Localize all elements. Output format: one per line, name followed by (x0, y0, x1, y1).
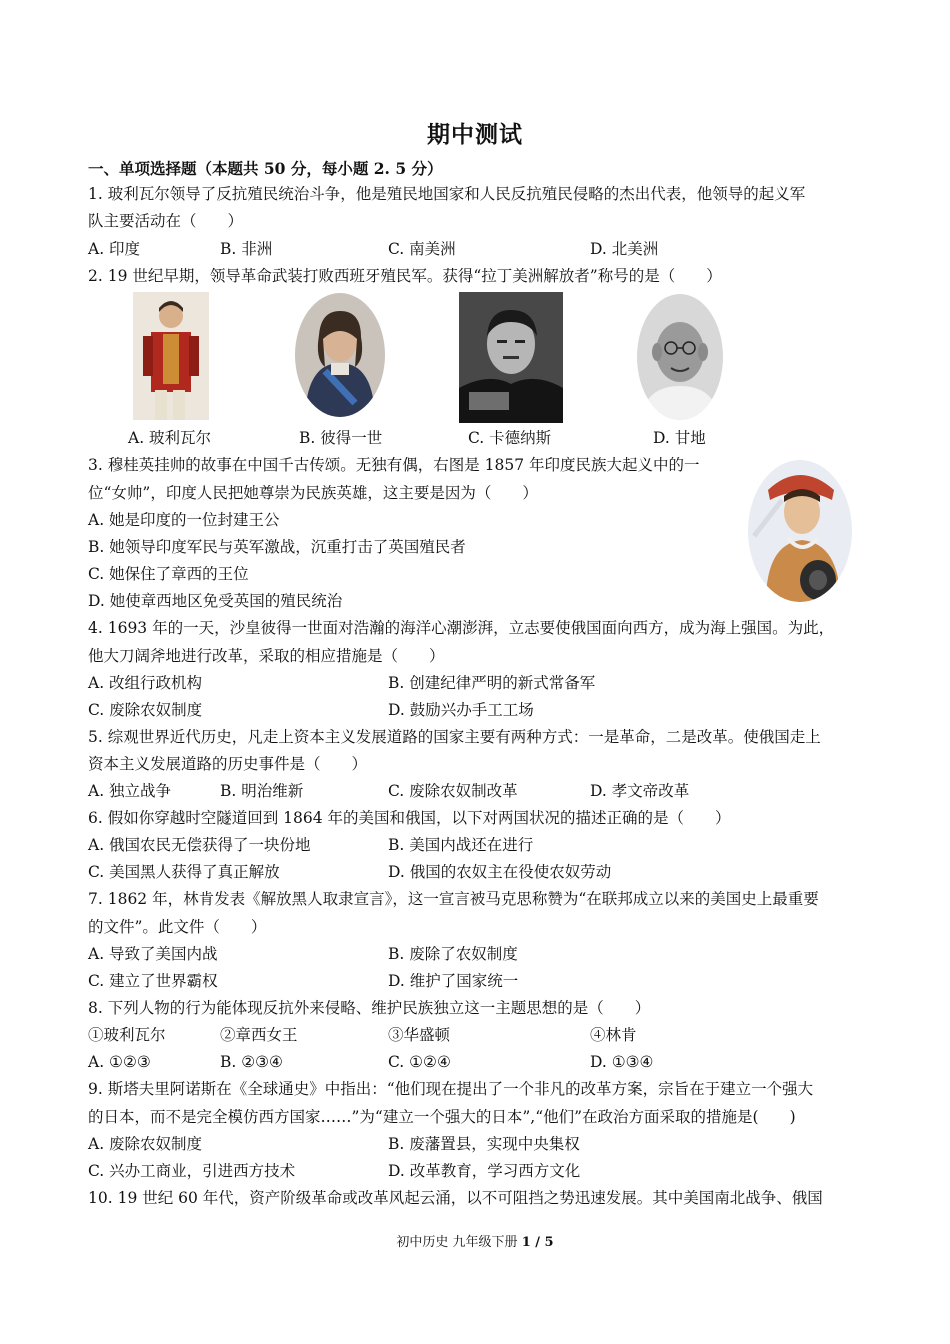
question-1-option-b: B. 非洲 (220, 240, 273, 258)
question-6-option-c: C. 美国黑人获得了真正解放 (88, 863, 280, 881)
portrait-rani-of-jhansi (748, 460, 852, 602)
question-4-option-d: D. 鼓励兴办手工工场 (388, 701, 534, 719)
question-9-option-b: B. 废藩置县，实现中央集权 (388, 1135, 580, 1153)
question-6-option-a: A. 俄国农民无偿获得了一块份地 (88, 836, 311, 854)
portrait-peter-the-great (295, 293, 385, 417)
question-8-option-d: D. ①③④ (590, 1053, 654, 1071)
question-3-option-d: D. 她使章西地区免受英国的殖民统治 (88, 592, 343, 610)
question-7-stem-line-2: 的文件”。此文件（ ） (88, 918, 267, 936)
question-8-item-2: ②章西女王 (220, 1026, 298, 1044)
question-2-option-d: D. 甘地 (653, 429, 706, 447)
question-5-stem-line-1: 5. 综观世界近代历史，凡走上资本主义发展道路的国家主要有两种方式：一是革命，二是改革。使俄国走上 (88, 728, 821, 746)
question-6-option-b: B. 美国内战还在进行 (388, 836, 534, 854)
question-2-stem: 2. 19 世纪早期，领导革命武装打败西班牙殖民军。获得“拉丁美洲解放者”称号的是（ ） (88, 267, 722, 285)
question-4-option-c: C. 废除农奴制度 (88, 701, 203, 719)
question-5-option-a: A. 独立战争 (88, 782, 172, 800)
portrait-cardenas (459, 292, 563, 423)
question-5-stem-line-2: 资本主义发展道路的历史事件是（ ） (88, 755, 368, 773)
question-4-option-a: A. 改组行政机构 (88, 674, 203, 692)
question-8-item-1: ①玻利瓦尔 (88, 1026, 166, 1044)
question-9-option-c: C. 兴办工商业，引进西方技术 (88, 1162, 296, 1180)
question-1-option-a: A. 印度 (88, 240, 141, 258)
question-1-stem-line-2: 队主要活动在（ ） (88, 212, 244, 230)
question-3-option-c: C. 她保住了章西的王位 (88, 565, 249, 583)
question-7-stem-line-1: 7. 1862 年，林肯发表《解放黑人取隶宣言》，这一宣言被马克思称赞为“在联邦成立以来的美国史上最重要 (88, 890, 819, 908)
question-8-option-a: A. ①②③ (88, 1053, 151, 1071)
question-9-option-a: A. 废除农奴制度 (88, 1135, 203, 1153)
page-title: 期中测试 (427, 121, 523, 148)
question-1-stem-line-1: 1. 玻利瓦尔领导了反抗殖民统治斗争，他是殖民地国家和人民反抗殖民侵略的杰出代表，他领导的起义军 (88, 185, 806, 203)
question-7-option-d: D. 维护了国家统一 (388, 972, 519, 990)
question-9-stem-line-1: 9. 斯塔夫里阿诺斯在《全球通史》中指出：“他们现在提出了一个非凡的改革方案，宗旨在于建立一个强大 (88, 1080, 814, 1098)
question-8-option-b: B. ②③④ (220, 1053, 283, 1071)
question-7-option-b: B. 废除了农奴制度 (388, 945, 518, 963)
question-4-stem-line-2: 他大刀阔斧地进行改革，采取的相应措施是（ ） (88, 647, 445, 665)
question-8-item-4: ④林肯 (590, 1026, 637, 1044)
question-9-option-d: D. 改革教育，学习西方文化 (388, 1162, 581, 1180)
question-4-option-b: B. 创建纪律严明的新式常备军 (388, 674, 596, 692)
page-footer (0, 1231, 950, 1250)
question-2-option-c: C. 卡德纳斯 (468, 429, 552, 447)
question-3-option-b: B. 她领导印度军民与英军激战，沉重打击了英国殖民者 (88, 538, 466, 556)
question-3-stem-line-2: 位“女帅”，印度人民把她尊崇为民族英雄，这主要是因为（ ） (88, 484, 538, 502)
question-3-option-a: A. 她是印度的一位封建王公 (88, 511, 280, 529)
question-7-option-a: A. 导致了美国内战 (88, 945, 218, 963)
portrait-gandhi (637, 294, 723, 420)
portrait-bolivar (133, 292, 209, 420)
question-6-option-d: D. 俄国的农奴主在役使农奴劳动 (388, 863, 612, 881)
question-2-option-b: B. 彼得一世 (299, 429, 383, 447)
question-7-option-c: C. 建立了世界霸权 (88, 972, 218, 990)
section-heading: 一、单项选择题（本题共 50 分，每小题 2. 5 分） (88, 159, 443, 178)
question-9-stem-line-2: 的日本，而不是完全模仿西方国家……”为“建立一个强大的日本”,“他们”在政治方面采取的措施是( ) (88, 1108, 796, 1126)
question-6-stem: 6. 假如你穿越时空隧道回到 1864 年的美国和俄国，以下对两国状况的描述正确的是（ ） (88, 809, 731, 827)
question-4-stem-line-1: 4. 1693 年的一天，沙皇彼得一世面对浩瀚的海洋心潮澎湃，立志要使俄国面向西方，成为海上强国。为此， (88, 619, 835, 637)
question-8-option-c: C. ①②④ (388, 1053, 451, 1071)
question-5-option-c: C. 废除农奴制改革 (388, 782, 518, 800)
question-5-option-d: D. 孝文帝改革 (590, 782, 690, 800)
question-1-option-d: D. 北美洲 (590, 240, 659, 258)
question-1-option-c: C. 南美洲 (388, 240, 456, 258)
question-8-item-3: ③华盛顿 (388, 1026, 451, 1044)
question-8-stem: 8. 下列人物的行为能体现反抗外来侵略、维护民族独立这一主题思想的是（ ） (88, 999, 651, 1017)
footer-label: 初中历史 九年级下册 (396, 1235, 522, 1250)
question-10-stem-line-1: 10. 19 世纪 60 年代，资产阶级革命或改革风起云涌，以不可阻挡之势迅速发展。其中美国南北战争、俄国 (88, 1189, 823, 1207)
question-2-option-a: A. 玻利瓦尔 (128, 429, 212, 447)
question-3-stem-line-1: 3. 穆桂英挂帅的故事在中国千古传颂。无独有偶，右图是 1857 年印度民族大起义中的一 (88, 456, 700, 474)
page-number: 1 / 5 (521, 1235, 554, 1250)
question-5-option-b: B. 明治维新 (220, 782, 304, 800)
